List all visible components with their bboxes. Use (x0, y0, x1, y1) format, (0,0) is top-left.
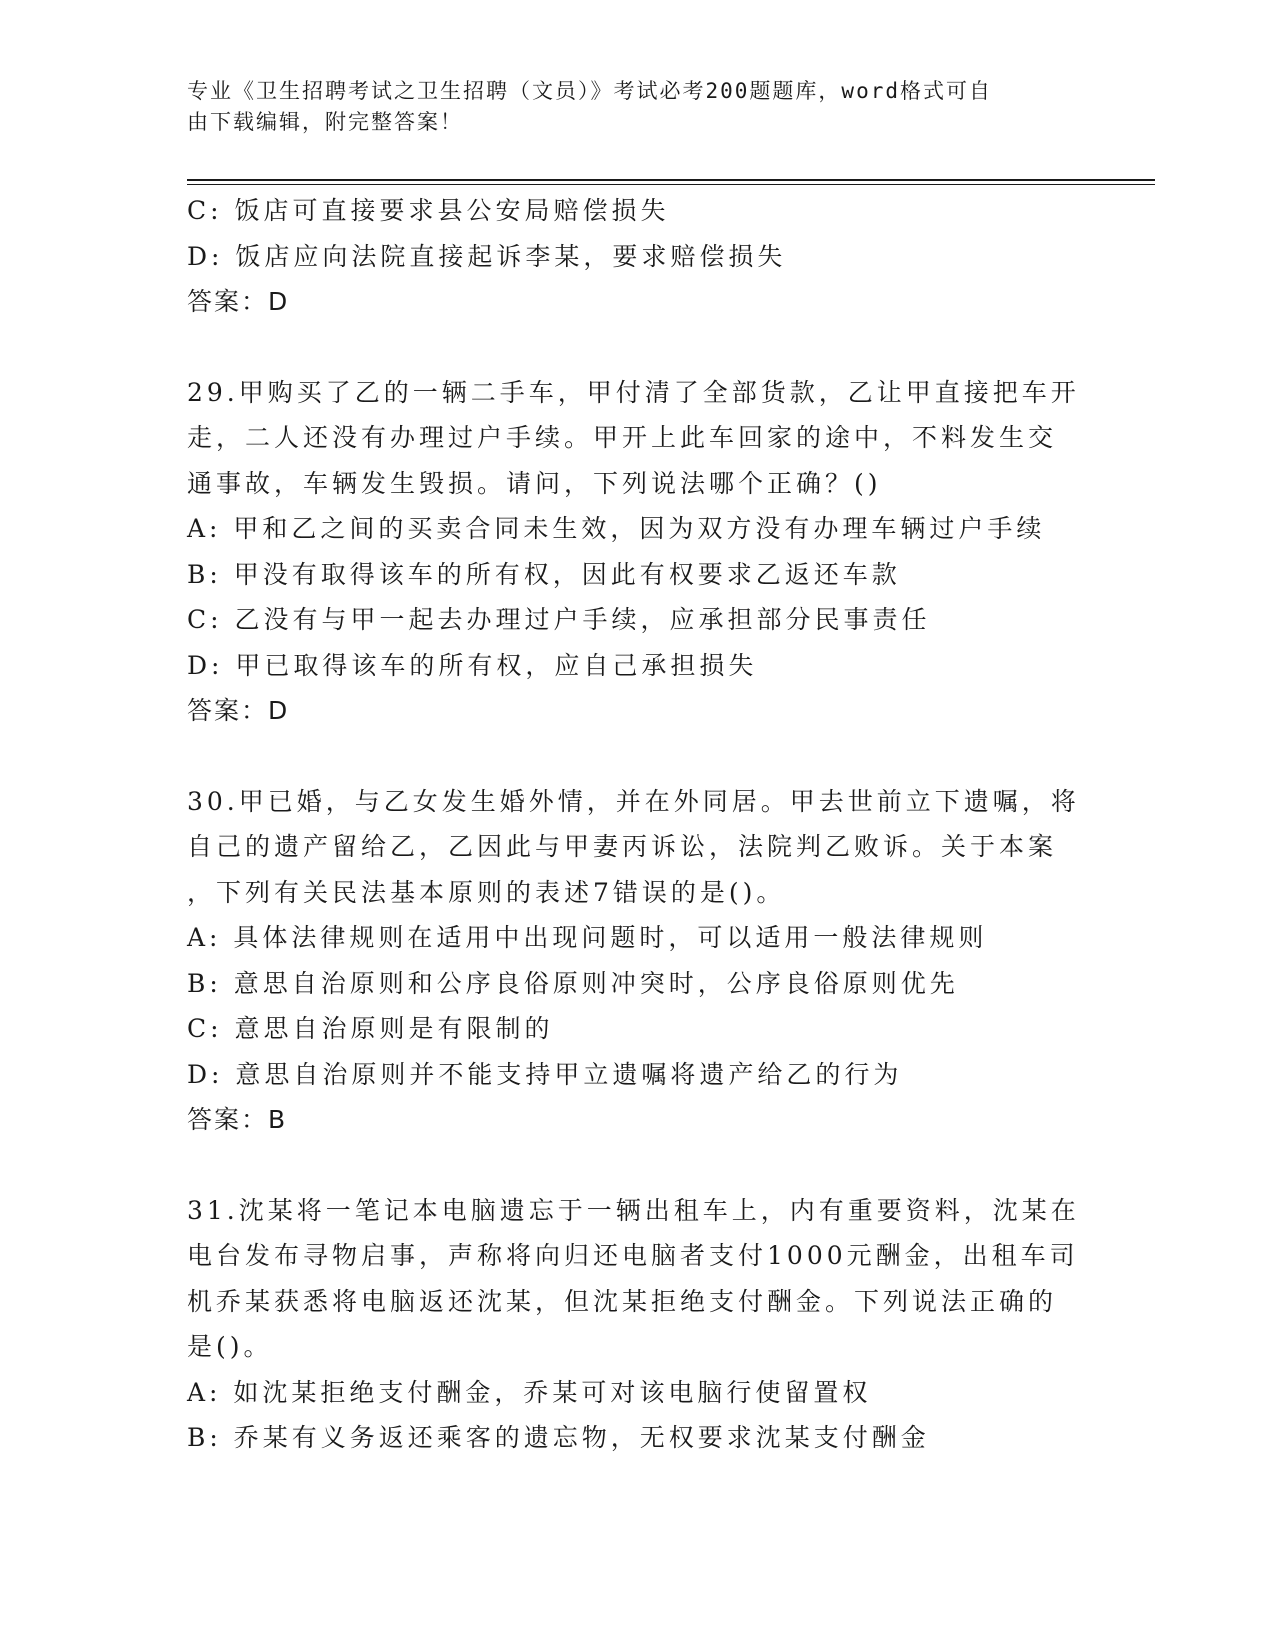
question-29 (187, 370, 1087, 734)
question-28-tail (187, 188, 1087, 325)
option-c: C: 饭店可直接要求县公安局赔偿损失 (187, 196, 670, 225)
question-stem-line: 31.沈某将一笔记本电脑遗忘于一辆出租车上，内有重要资料，沈某在 (187, 1195, 1080, 1225)
question-stem-line: 电台发布寻物启事，声称将向归还电脑者支付1000元酬金，出租车司 (187, 1241, 1079, 1270)
spacer (187, 1143, 1087, 1188)
question-stem-line: 机乔某获悉将电脑返还沈某，但沈某拒绝支付酬金。下列说法正确的 (187, 1286, 1058, 1316)
answer: 答案：D (187, 287, 290, 316)
option-c: C: 意思自治原则是有限制的 (187, 1014, 554, 1043)
option-b: B: 乔某有义务返还乘客的遗忘物，无权要求沈某支付酬金 (187, 1423, 930, 1452)
question-stem-line: 自己的遗产留给乙，乙因此与甲妻丙诉讼，法院判乙败诉。关于本案 (187, 832, 1058, 861)
answer: 答案：B (187, 1105, 288, 1134)
header-line-1: 专业《卫生招聘考试之卫生招聘（文员）》考试必考200题题库，word格式可自 (187, 79, 992, 103)
question-31 (187, 1188, 1087, 1461)
answer: 答案：D (187, 696, 290, 725)
question-stem-line: 29.甲购买了乙的一辆二手车，甲付清了全部货款，乙让甲直接把车开 (187, 377, 1080, 407)
question-stem-line: 通事故，车辆发生毁损。请问，下列说法哪个正确？() (187, 468, 882, 498)
option-b: B: 意思自治原则和公序良俗原则冲突时，公序良俗原则优先 (187, 968, 959, 998)
spacer (187, 325, 1087, 370)
question-30 (187, 779, 1087, 1143)
spacer (187, 734, 1087, 779)
option-a: A: 具体法律规则在适用中出现问题时，可以适用一般法律规则 (187, 923, 988, 952)
question-stem-line: 30.甲已婚，与乙女发生婚外情，并在外同居。甲去世前立下遗嘱，将 (187, 786, 1080, 816)
option-a: A: 如沈某拒绝支付酬金，乔某可对该电脑行使留置权 (187, 1377, 872, 1407)
header-line-2: 由下载编辑，附完整答案！ (187, 110, 463, 134)
option-d: D: 甲已取得该车的所有权，应自己承担损失 (187, 650, 758, 680)
option-b: B: 甲没有取得该车的所有权，因此有权要求乙返还车款 (187, 559, 901, 589)
question-stem-line: 走，二人还没有办理过户手续。甲开上此车回家的途中，不料发生交 (187, 423, 1058, 452)
option-d: D: 饭店应向法院直接起诉李某，要求赔偿损失 (187, 241, 787, 271)
option-d: D: 意思自治原则并不能支持甲立遗嘱将遗产给乙的行为 (187, 1059, 903, 1089)
header-rule-thin (187, 184, 1155, 185)
document-body (187, 188, 1087, 1461)
question-stem-line: ，下列有关民法基本原则的表述7错误的是()。 (187, 877, 786, 907)
page-header (187, 76, 1067, 138)
header-rule-thick (187, 179, 1155, 181)
option-a: A: 甲和乙之间的买卖合同未生效，因为双方没有办理车辆过户手续 (187, 514, 1046, 543)
option-c: C: 乙没有与甲一起去办理过户手续，应承担部分民事责任 (187, 605, 931, 634)
question-stem-line: 是()。 (187, 1332, 273, 1361)
